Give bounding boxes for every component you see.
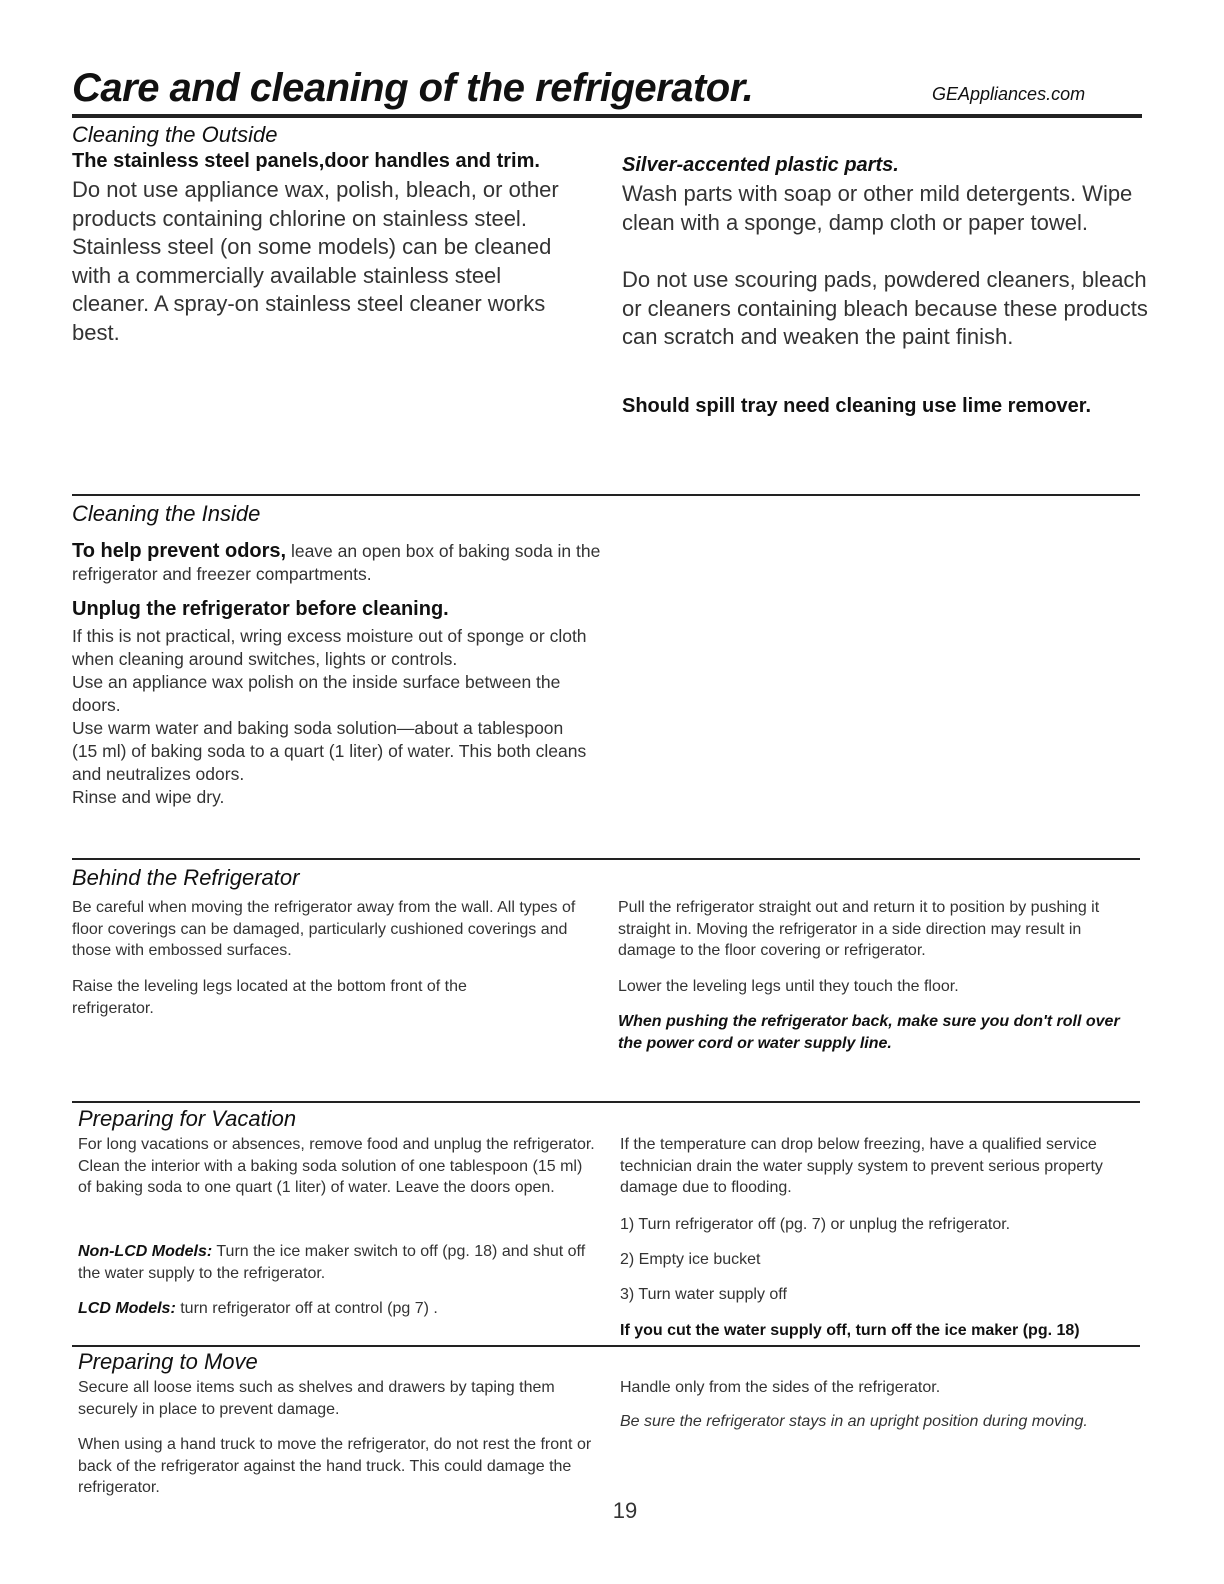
ice-maker-note: If you cut the water supply off, turn off the ice maker (pg. 18) [620,1322,1080,1339]
vacation-step-1: 1) Turn refrigerator off (pg. 7) or unplug the refrigerator. [620,1216,1011,1233]
inside-paragraph-4: Rinse and wipe dry. [72,787,225,807]
vacation-step-2: 2) Empty ice bucket [620,1251,761,1268]
behind-right-2: Lower the leveling legs until they touch the floor. [618,978,959,995]
vacation-section-title: Preparing for Vacation [78,1106,297,1131]
vacation-step-3: 3) Turn water supply off [620,1286,787,1303]
inside-section-title: Cleaning the Inside [72,501,261,526]
plastic-heading: Silver-accented plastic parts. [622,154,899,176]
plastic-text-1: Wash parts with soap or other mild detergents. Wipe clean with a sponge, damp cloth or paper towel. [622,181,1133,235]
nonlcd-text: Turn the ice maker switch to off (pg. 18) and shut off the water supply to the refrigerator. [78,1243,586,1282]
section-divider [72,1101,1140,1103]
steel-heading: The stainless steel panels,door handles and trim. [72,150,540,172]
nonlcd-label: Non-LCD Models: [78,1243,213,1260]
page-number: 19 [612,1498,638,1523]
header-rule [72,114,1142,118]
page-title: Care and cleaning of the refrigerator. [72,66,754,110]
vacation-right-1: If the temperature can drop below freezing, have a qualified service technician drain the water supply system to prevent serious property damage due to flooding. [620,1136,1103,1196]
inside-paragraph-2: Use an appliance wax polish on the inside surface between the doors. [72,672,561,715]
section-divider [72,858,1140,860]
inside-paragraph-3: Use warm water and baking soda solution—about a tablespoon (15 ml) of baking soda to a quart (1 liter) of water. This both cleans and neutralizes odors. [72,718,587,784]
odors-text: leave an open box of baking soda in the refrigerator and freezer compartments. [72,541,601,584]
inside-paragraph-1: If this is not practical, wring excess moisture out of sponge or cloth when cleaning around switches, lights or controls. [72,626,587,669]
spill-tray-note: Should spill tray need cleaning use lime remover. [622,395,1092,417]
odors-paragraph [72,540,602,586]
move-right-1: Handle only from the sides of the refrigerator. [620,1379,941,1396]
section-divider [72,494,1140,496]
move-section-title: Preparing to Move [78,1349,258,1374]
odors-heading: To help prevent odors, [72,540,287,562]
plastic-text-2: Do not use scouring pads, powdered cleaners, bleach or cleaners containing bleach because these products can scratch and weaken the paint finish. [622,267,1148,349]
outside-section-title: Cleaning the Outside [72,122,278,147]
lcd-text: turn refrigerator off at control (pg 7) . [175,1300,438,1317]
steel-text: Do not use appliance wax, polish, bleach, or other products containing chlorine on stainless steel. Stainless steel (on some models) can be cleaned with a commercially available stainless steel cleaner. A spray-on stainless steel cleaner works best. [72,177,559,345]
move-right-2: Be sure the refrigerator stays in an upright position during moving. [620,1413,1088,1430]
section-divider [72,1345,1140,1347]
website-label: GEAppliances.com [932,84,1086,104]
move-left-1: Secure all loose items such as shelves and drawers by taping them securely in place to prevent damage. [78,1379,555,1418]
behind-left-1: Be careful when moving the refrigerator away from the wall. All types of floor coverings can be damaged, particularly cushioned coverings and those with embossed surfaces. [72,899,576,959]
nonlcd-paragraph [78,1241,598,1284]
vacation-left-1: For long vacations or absences, remove food and unplug the refrigerator. Clean the interior with a baking soda solution of one tablespoon (15 ml) of baking soda to one quart (1 liter) of water. Leave the doors open. [78,1136,595,1196]
behind-right-1: Pull the refrigerator straight out and return it to position by pushing it straight in. Moving the refrigerator in a side direction may result in damage to the floor covering or refrigerator. [618,899,1100,959]
lcd-paragraph [78,1298,598,1320]
behind-section-title: Behind the Refrigerator [72,865,300,890]
move-left-2: When using a hand truck to move the refrigerator, do not rest the front or back of the refrigerator against the hand truck. This could damage the refrigerator. [78,1436,592,1496]
lcd-label: LCD Models: [78,1300,176,1317]
behind-warning: When pushing the refrigerator back, make sure you don't roll over the power cord or water supply line. [618,1013,1120,1052]
unplug-heading: Unplug the refrigerator before cleaning. [72,598,449,620]
behind-left-2: Raise the leveling legs located at the bottom front of the refrigerator. [72,978,467,1017]
